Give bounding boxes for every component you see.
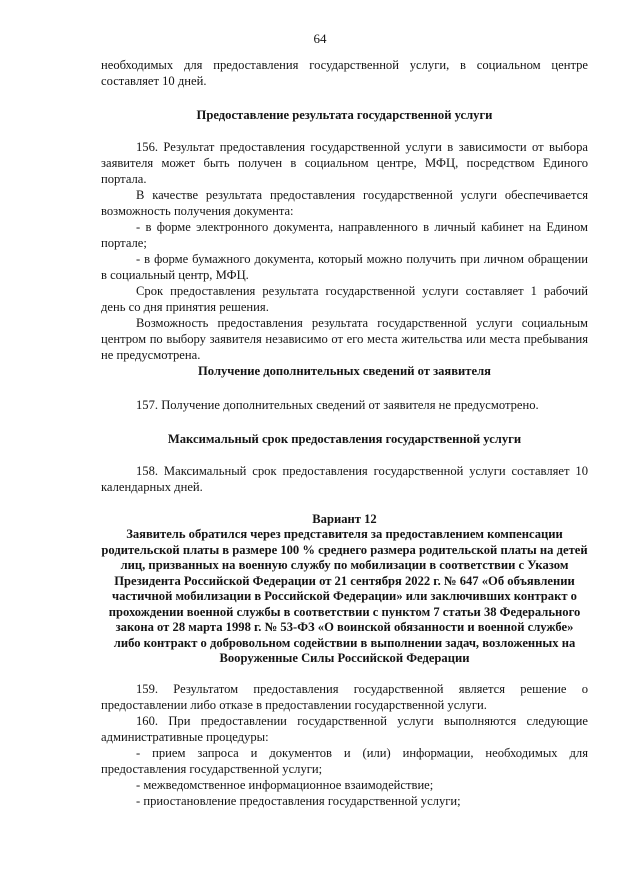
paragraph-156-electronic: - в форме электронного документа, направленного в личный кабинет на Едином портале; xyxy=(101,220,588,250)
page-number: 64 xyxy=(313,31,327,46)
paragraph-156-result-forms: В качестве результата предоставления государственной услуги обеспечивается возможность получения документа: xyxy=(101,188,588,218)
paragraph-158: 158. Максимальный срок предоставления государственной услуги составляет 10 календарных дней. xyxy=(101,464,588,494)
paragraph-157: 157. Получение дополнительных сведений от заявителя не предусмотрено. xyxy=(136,398,539,412)
paragraph-156: 156. Результат предоставления государственной услуги в зависимости от выбора заявителя может быть получен в социальном центре, МФЦ, посредством Единого портала. xyxy=(101,140,588,186)
paragraph-156-term: Срок предоставления результата государственной услуги составляет 1 рабочий день со дня принятия решения. xyxy=(101,284,588,314)
paragraph-160: 160. При предоставлении государственной услуги выполняются следующие административные процедуры: xyxy=(101,713,588,744)
paragraph-156-possibility: Возможность предоставления результата государственной услуги социальным центром по выбору заявителя независимо от его места жительства или места пребывания не предусмотрена. xyxy=(101,316,588,362)
paragraph-160-suspension: - приостановление предоставления государственной услуги; xyxy=(136,793,461,808)
document-body xyxy=(101,57,588,809)
paragraph-160-interaction: - межведомственное информационное взаимодействие; xyxy=(136,777,434,792)
paragraph-156-paper: - в форме бумажного документа, который можно получить при личном обращении в социальный центр, МФЦ. xyxy=(101,252,588,282)
paragraph-intro: необходимых для предоставления государственной услуги, в социальном центре составляет 10 дней. xyxy=(101,58,588,88)
heading-result: Предоставление результата государственной услуги xyxy=(196,108,493,122)
variant-title: Вариант 12 xyxy=(312,512,377,526)
paragraph-159: 159. Результатом предоставления государственной является решение о предоставлении либо отказе в предоставлении государственной услуги. xyxy=(101,681,588,712)
variant-description: Заявитель обратился через представителя за предоставлением компенсации родительской платы в размере 100 % среднего размера родительской платы на детей лиц, призванных на военную службу по мобилизации в соответствии с Указом Президента Российской Федерации от 21 сентября 2022 г. № 647 «Об объявлении частичной мобилизации в Российской Федерации» или заключивших контракт о прохождении военной службы в соответствии с пунктом 7 статьи 38 Федерального закона от 28 марта 1998 г. № 53-ФЗ «О воинской обязанности и военной службе» либо контракт о добровольном содействии в выполнении задач, возложенных на Вооруженные Силы Российской Федерации xyxy=(101,527,588,665)
heading-max-term: Максимальный срок предоставления государственной услуги xyxy=(167,432,522,446)
heading-extra-info: Получение дополнительных сведений от заявителя xyxy=(198,364,491,378)
paragraph-160-request: - прием запроса и документов и (или) информации, необходимых для предоставления государственной услуги; xyxy=(101,745,588,776)
